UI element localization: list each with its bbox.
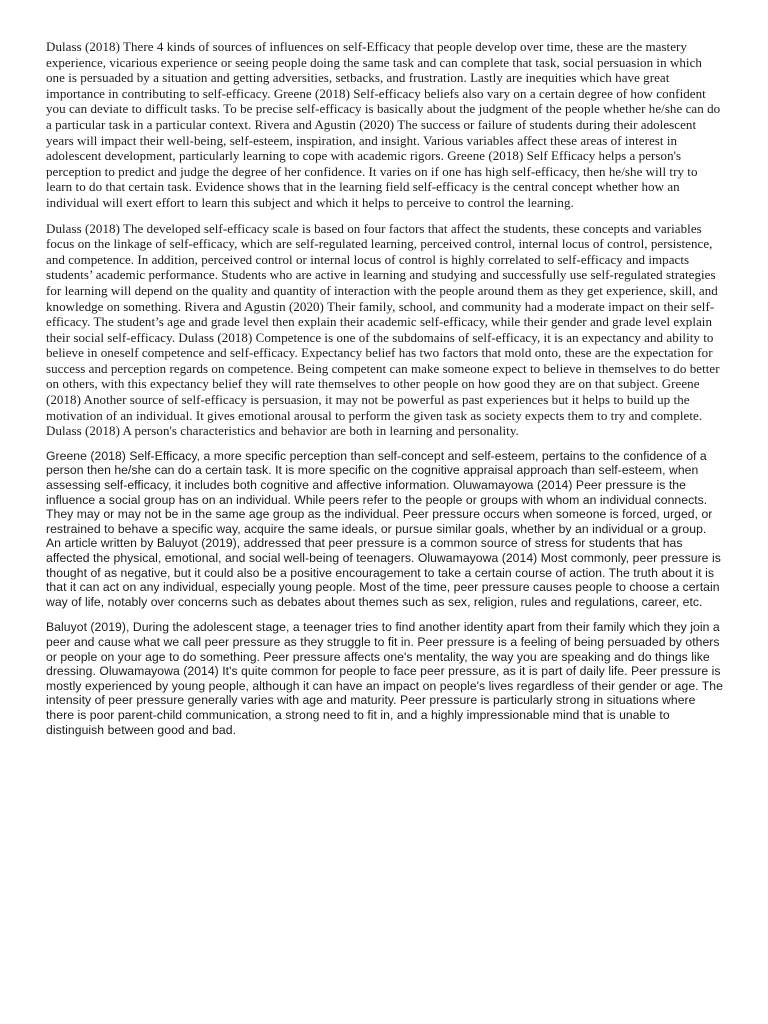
paragraph-peer-pressure-adolescence: Baluyot (2019), During the adolescent stage, a teenager tries to find another identity apart from their family which they join a peer and cause what we call peer pressure as they struggle to fit in. Peer pressure is a feeling of being persuaded by others or people on your age to do something. Peer pressure affects one's mentality, the way you are speaking and do things like dressing. Oluwamayowa (2014) It's quite common for people to face peer pressure, as it is part of daily life. Peer pressure is mostly experienced by young people, although it can have an impact on people's lives regardless of their gender or age. The intensity of peer pressure generally varies with age and maturity. Peer pressure is particularly strong in situations where there is poor parent-child communication, a strong need to fit in, and a highly impressionable mind that is unable to distinguish between good and bad.: [46, 620, 723, 737]
paragraph-peer-pressure-definition: Greene (2018) Self-Efficacy, a more specific perception than self-concept and self-esteem, pertains to the confidence of a person then he/she can do a certain task. It is more specific on the cognitive appraisal approach than self-esteem, when assessing self-efficacy, it includes both cognitive and affective information. Oluwamayowa (2014) Peer pressure is the influence a social group has on an individual. While peers refer to the people or groups with whom an individual connects. They may or may not be in the same age group as the individual. Peer pressure occurs when someone is forced, urged, or restrained to behave a specific way, acquire the same ideals, or pursue similar goals, whether by an individual or a group. An article written by Baluyot (2019), addressed that peer pressure is a common source of stress for students that has affected the physical, emotional, and social well-being of teenagers. Oluwamayowa (2014) Most commonly, peer pressure is thought of as negative, but it could also be a positive encouragement to take a certain course of action. The truth about it is that it can act on any individual, especially young people. Most of the time, peer pressure causes people to choose a certain way of life, notably over concerns such as debates about themes such as sex, religion, rules and regulations, career, etc.: [46, 448, 721, 609]
document-body: [46, 39, 724, 737]
paragraph-self-efficacy-scale: Dulass (2018) The developed self-efficacy scale is based on four factors that affect the students, these concepts and variables focus on the linkage of self-efficacy, which are self-regulated learning, perceived control, internal locus of control, persistence, and competence. In addition, perceived control or internal locus of control is highly correlated to self-efficacy and impacts students’ academic performance. Students who are active in learning and studying and successfully use self-regulated strategies for learning will depend on the quality and quantity of interaction with the people around them as they get experience, skill, and knowledge on something. Rivera and Agustin (2020) Their family, school, and community had a moderate impact on their self-efficacy. The student’s age and grade level then explain their academic self-efficacy, while their gender and grade level explain their social self-efficacy. Dulass (2018) Competence is one of the subdomains of self-efficacy, it is an expectancy and ability to believe in oneself competence and self-efficacy. Expectancy belief has two factors that mold onto, these are the expectation for success and perception regards on competence. Being competent can make someone expect to believe in themselves to do better on others, with this expectancy belief they will rate themselves to other people on how good they are on that subject. Greene (2018) Another source of self-efficacy is persuasion, it may not be powerful as past experiences but it helps to build up the motivation of an individual. It gives emotional arousal to perform the given task as society expects them to try and complete. Dulass (2018) A person's characteristics and behavior are both in learning and personality.: [46, 220, 720, 439]
paragraph-self-efficacy-sources: Dulass (2018) There 4 kinds of sources of influences on self-Efficacy that people develop over time, these are the mastery experience, vicarious experience or seeing people doing the same task and can complete that task, social persuasion in which one is persuaded by a situation and getting adversities, setbacks, and frustration. Lastly are inequities which have great importance in contributing to self-efficacy. Greene (2018) Self-efficacy beliefs also vary on a certain degree of how confident you can deviate to difficult tasks. To be precise self-efficacy is basically about the judgment of the people whether he/she can do a particular task in a particular context. Rivera and Agustin (2020) The success or failure of students during their adolescent years will impact their well-being, self-esteem, inspiration, and insight. Various variables affect these areas of interest in adolescent development, particularly learning to cope with academic rigors. Greene (2018) Self Efficacy helps a person's perception to predict and judge the degree of her confidence. It varies on if one has high self-efficacy, then he/she will try to learn to do that certain task. Evidence shows that in the learning field self-efficacy is the central concept whether how an individual will exert effort to learn this subject and which it helps to perceive to control the learning.: [46, 39, 721, 210]
